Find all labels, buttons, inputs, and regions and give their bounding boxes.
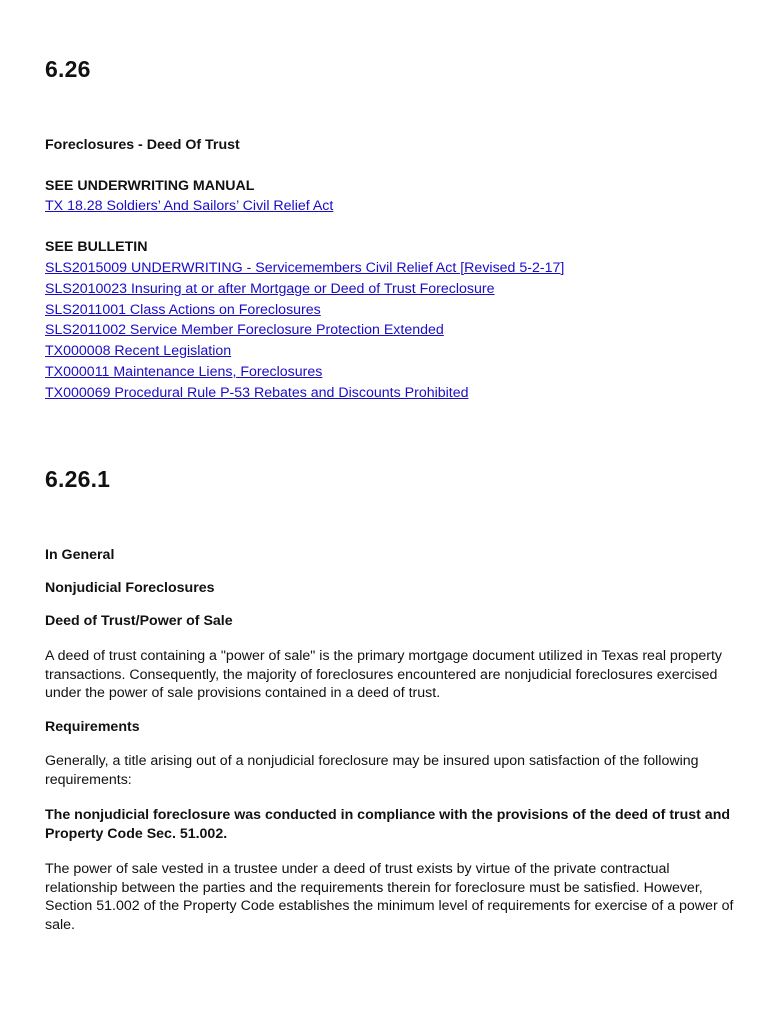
bulletin-heading: SEE BULLETIN	[45, 239, 148, 255]
bulletin-link[interactable]: SLS2010023 Insuring at or after Mortgage or Deed of Trust Foreclosure	[45, 281, 495, 297]
paragraph-deed-of-trust: A deed of trust containing a "power of sale" is the primary mortgage document utilized in Texas real property transactions. Consequently, the majority of foreclosures encountered are nonjudicial foreclosures exercised under the power of sale provisions contained in a deed of trust.	[45, 648, 722, 702]
bulletin-link[interactable]: SLS2011001 Class Actions on Foreclosures	[45, 302, 321, 318]
section-number: 6.26	[45, 56, 91, 82]
subsection-number: 6.26.1	[45, 466, 111, 492]
bulletin-link[interactable]: SLS2015009 UNDERWRITING - Servicemembers Civil Relief Act [Revised 5-2-17]	[45, 260, 565, 276]
heading-nonjudicial-foreclosures: Nonjudicial Foreclosures	[45, 580, 215, 596]
paragraph-bold-requirement: The nonjudicial foreclosure was conducted in compliance with the provisions of the deed of trust and Property Code Sec. 51.002.	[45, 807, 731, 842]
bulletin-link[interactable]: SLS2011002 Service Member Foreclosure Protection Extended	[45, 322, 444, 338]
underwriting-heading: SEE UNDERWRITING MANUAL	[45, 178, 255, 194]
bulletin-link[interactable]: TX000011 Maintenance Liens, Foreclosures	[45, 364, 323, 380]
paragraph-power-of-sale: The power of sale vested in a trustee under a deed of trust exists by virtue of the private contractual relationship between the parties and the requirements therein for foreclosure must be satisfied. However, Section 51.002 of the Property Code establishes the minimum level of requirements for exercise of a power of sale.	[45, 861, 734, 933]
bulletin-link[interactable]: TX000008 Recent Legislation	[45, 343, 232, 359]
underwriting-link[interactable]: TX 18.28 Soldiers’ And Sailors’ Civil Relief Act	[45, 198, 334, 214]
heading-deed-of-trust: Deed of Trust/Power of Sale	[45, 613, 233, 629]
section-title: Foreclosures - Deed Of Trust	[45, 137, 240, 153]
paragraph-requirements: Generally, a title arising out of a nonjudicial foreclosure may be insured upon satisfaction of the following requirements:	[45, 753, 699, 788]
heading-in-general: In General	[45, 547, 115, 563]
bulletin-link[interactable]: TX000069 Procedural Rule P-53 Rebates and Discounts Prohibited	[45, 385, 469, 401]
heading-requirements: Requirements	[45, 719, 140, 735]
